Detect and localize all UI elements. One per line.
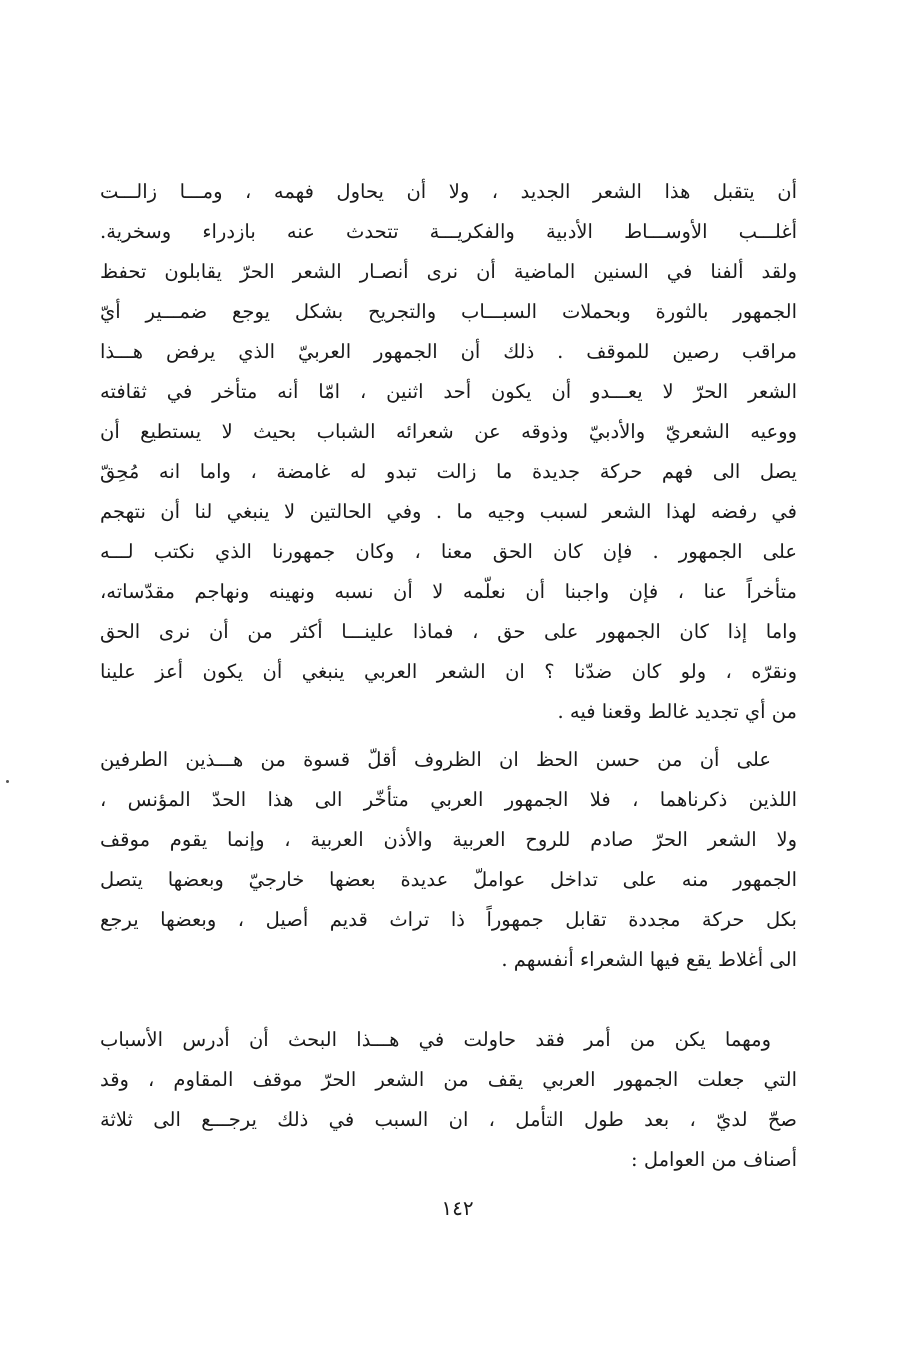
text-line: واما إذا كان الجمهور على حق ، فماذا علينـــا أكثر من أن نرى الحق: [100, 620, 797, 643]
text-line: ولا الشعر الحرّ صادم للروح العربية والأذن العربية ، وإنما يقوم موقف: [100, 828, 797, 851]
text-line: مراقب رصين للموقف . ذلك أن الجمهور العربيّ الذي يرفض هـــذا: [100, 340, 797, 363]
text-line: ونقرّه ، ولو كان ضدّنا ؟ ان الشعر العربي ينبغي أن يكون أعز علينا: [100, 660, 797, 683]
text-line: أغلـــب الأوســـاط الأدبية والفكريـــة تتحدث عنه بازدراء وسخرية.: [100, 220, 797, 243]
text-line: أصناف من العوامل :: [631, 1148, 797, 1171]
text-line: من أي تجديد غالط وقعنا فيه .: [557, 700, 797, 723]
text-line: ولقد ألفنا في السنين الماضية أن نرى أنصـار الشعر الحرّ يقابلون تحفظ: [100, 260, 797, 283]
text-line: متأخراً عنا ، فإن واجبنا أن نعلّمه لا أن نسبه ونهينه ونهاجم مقدّساته،: [100, 580, 797, 603]
text-line: ومهما يكن من أمر فقد حاولت في هـــذا البحث أن أدرس الأسباب: [100, 1028, 771, 1051]
text-line: أن يتقبل هذا الشعر الجديد ، ولا أن يحاول فهمه ، ومـــا زالـــت: [100, 180, 797, 203]
text-line: على أن من حسن الحظ ان الظروف أقلّ قسوة من هـــذين الطرفين: [100, 748, 771, 771]
text-line: الجمهور منه على تداخل عواملّ عديدة بعضها خارجيّ وبعضها يتصل: [100, 868, 797, 891]
paragraph-2: [100, 740, 797, 1010]
text-line: ووعيه الشعريّ والأدبيّ وذوقه عن شعرائه الشباب بحيث لا يستطيع أن: [100, 420, 797, 443]
scan-speck: [6, 780, 9, 783]
paragraph-3: [100, 1020, 797, 1190]
text-line: الشعر الحرّ لا يعـــدو أن يكون أحد اثنين ، امّا أنه متأخر في ثقافته: [100, 380, 797, 403]
text-line: بكل حركة مجددة تقابل جمهوراً ذا تراث قديم أصيل ، وبعضها يرجع: [100, 908, 797, 931]
text-line: صحّ لديّ ، بعد طول التأمل ، ان السبب في ذلك يرجـــع الى ثلاثة: [100, 1108, 797, 1131]
text-line: يصل الى فهم حركة جديدة ما زالت تبدو له غامضة ، واما انه مُحِقّ: [100, 460, 797, 483]
text-line: على الجمهور . فإن كان الحق معنا ، وكان جمهورنا الذي نكتب لـــه: [100, 540, 797, 563]
page-number: ١٤٢: [441, 1196, 474, 1220]
text-line: في رفضه لهذا الشعر لسبب وجيه ما . وفي الحالتين لا ينبغي لنا أن نتهجم: [100, 500, 797, 523]
text-line: اللذين ذكرناهما ، فلا الجمهور العربي متأخّر الى هذا الحدّ المؤنس ،: [100, 788, 797, 811]
text-line: الى أغلاط يقع فيها الشعراء أنفسهم .: [501, 948, 797, 971]
text-line: التي جعلت الجمهور العربي يقف من الشعر الحرّ موقف المقاوم ، وقد: [100, 1068, 797, 1091]
paragraph-1: [100, 172, 797, 752]
text-line: الجمهور بالثورة وبحملات السبـــاب والتجريح بشكل يوجع ضمـــير أيّ: [100, 300, 797, 323]
